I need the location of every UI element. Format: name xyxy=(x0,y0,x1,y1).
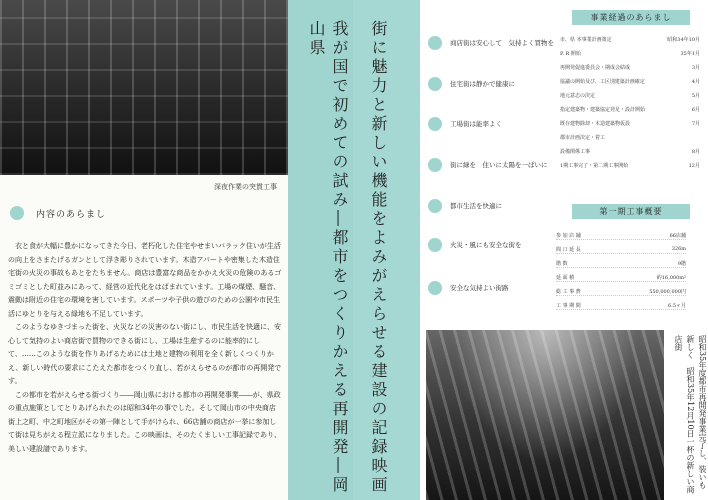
goal-item xyxy=(428,199,502,213)
street-photo xyxy=(426,330,664,500)
bullet-dot-icon xyxy=(428,36,442,50)
history-event: 既存建物除却・木造建築物仮設 xyxy=(560,121,631,127)
history-date: 4月 xyxy=(691,79,700,85)
sub-title: 街に魅力と新しい機能をよみがえらせる建設の記録映画 xyxy=(369,20,388,495)
history-row xyxy=(560,64,700,71)
spec-value: 9階 xyxy=(677,261,686,267)
section-heading xyxy=(10,206,106,220)
bullet-dot-icon xyxy=(428,199,442,213)
history-date: 8月 xyxy=(691,149,700,155)
history-row xyxy=(560,36,700,43)
goal-item xyxy=(428,281,509,295)
construction-photo xyxy=(0,0,288,175)
goal-item xyxy=(428,36,554,50)
history-date: 12月 xyxy=(688,163,700,169)
spec-value: 約16,000m² xyxy=(656,275,686,281)
goal-item xyxy=(428,238,522,252)
spec-label: 延 面 積 xyxy=(556,275,575,281)
spec-label: 参 加 店 舗 xyxy=(556,233,581,239)
history-event: 1期工事完了・第二期工事開始 xyxy=(560,163,629,169)
goal-text: 火災・風にも安全な街を xyxy=(450,241,522,249)
history-event: 都市計画決定・着工 xyxy=(560,135,606,141)
history-date: 6月 xyxy=(691,107,700,113)
goal-text: 安全な気持よい街路 xyxy=(450,284,509,292)
history-row xyxy=(560,50,700,57)
bullet-dot-icon xyxy=(10,206,24,220)
spec-row xyxy=(556,302,686,310)
history-event: 再開発促進委員会・期成会結成 xyxy=(560,65,631,71)
spec-value: 66店舗 xyxy=(669,233,686,239)
history-event: 協議の開始及び、工区別建築計画確定 xyxy=(560,79,645,85)
history-row xyxy=(560,162,700,169)
spec-label: 間 口 延 長 xyxy=(556,247,581,253)
history-date: 3月 xyxy=(691,65,700,71)
history-title: 事業経過のあらまし xyxy=(572,10,690,25)
history-event: P. R 開始 xyxy=(560,51,581,57)
goal-text: 都市生活を快適に xyxy=(450,202,502,210)
history-row xyxy=(560,106,700,113)
spec-label: 階 数 xyxy=(556,261,568,267)
goal-item xyxy=(428,158,548,172)
history-date: 35年1月 xyxy=(680,51,700,57)
paragraph: このようなゆきづまった街を、火災などの災害のない街にし、市民生活を快適に、安心して気持のよい商店街で買物のできる街にし、工場は生産するのに能率的にして、……このような街を作りあげるためには土地と建物の利用を全く新しくつくりかえ、新しい時代の要求にこたえた都市をつくり直し、若がえらせるのが都市の再開発です。 xyxy=(8,323,282,385)
history-row xyxy=(560,134,700,141)
history-date: 7月 xyxy=(691,121,700,127)
spec-label: 総 工 事 費 xyxy=(556,289,581,295)
history-row xyxy=(560,148,700,155)
bullet-dot-icon xyxy=(428,158,442,172)
bullet-dot-icon xyxy=(428,238,442,252)
bullet-dot-icon xyxy=(428,281,442,295)
heading-text: 内容のあらまし xyxy=(36,209,107,220)
spec-label: 工 事 期 間 xyxy=(556,303,581,309)
photo-caption: 深夜作業の突貫工事 xyxy=(214,183,277,191)
bullet-dot-icon xyxy=(428,77,442,91)
bullet-dot-icon xyxy=(428,117,442,131)
goal-item xyxy=(428,77,515,91)
history-row xyxy=(560,120,700,127)
history-date: 昭和34年10月 xyxy=(667,37,700,43)
goal-text: 商店街は安心して 気持よく買物を xyxy=(450,39,554,47)
goal-text: 工場街は能率よく xyxy=(450,120,502,128)
history-row xyxy=(560,78,700,85)
specs-title: 第一期工事概要 xyxy=(572,204,690,219)
spec-row xyxy=(556,260,686,268)
history-date: 5月 xyxy=(691,93,700,99)
street-photo-caption: 昭和35年度都市再開発事業完了し、装いも新しく 昭和35年12月10日一杯の新しい商店街 xyxy=(674,335,707,494)
spec-row xyxy=(556,232,686,240)
history-row xyxy=(560,92,700,99)
goal-item xyxy=(428,117,502,131)
spec-row xyxy=(556,246,686,254)
history-event: 市、県 本事業計画策定 xyxy=(560,37,612,43)
spec-row xyxy=(556,288,686,296)
paragraph: 衣と食が大幅に豊かになってきた今日、老朽化した住宅やせまいバラック住いが生活の向上をさまたげるガンとして浮き彫りされています。木造アパートや密集した木造住宅街の火災の事故もあとをたちません。商店は豊富な商品をかかえ火災の危険のあるゴミゴミとした町並みにあって、経営の近代化をはばまれています。工場の煤煙、騒音、震動は附近の住宅の環境を害しています。スポーツや子供の遊びのための公園や市民生活にゆとりを与える緑地も不足しています。 xyxy=(8,242,282,318)
history-event: 設備関係工事 xyxy=(560,149,591,155)
spec-value: 6.5ヶ月 xyxy=(668,303,686,309)
paragraph: この都市を若がえらせる街づくり――岡山県における都市の再開発事業――が、県政の重点施策としてとりあげられたのは昭和34年の事でした。そして岡山市の中央商店街上之町、中之町地区がその第一陣として手がけられ、66店舗の商店が一挙に参加して街は見ちがえる程立派になりました。この映画は、そのたくましい工事記録であり、美しい建設譜であります。 xyxy=(8,390,281,453)
spec-value: 326m xyxy=(671,246,686,252)
spec-row xyxy=(556,274,686,282)
history-event: 指定建築物・建築協定発足・設計開始 xyxy=(560,107,646,113)
spec-value: 550,000,000円 xyxy=(649,289,686,295)
history-event: 地元意志の決定 xyxy=(560,93,596,99)
main-title: 我が国で初めての試み―都市をつくりかえる再開発―岡山県 xyxy=(307,20,349,495)
body-text xyxy=(8,240,282,456)
goal-text: 街に緑を 住いに太陽を一ぱいに xyxy=(450,161,548,169)
goal-text: 住宅街は静かで健康に xyxy=(450,80,515,88)
